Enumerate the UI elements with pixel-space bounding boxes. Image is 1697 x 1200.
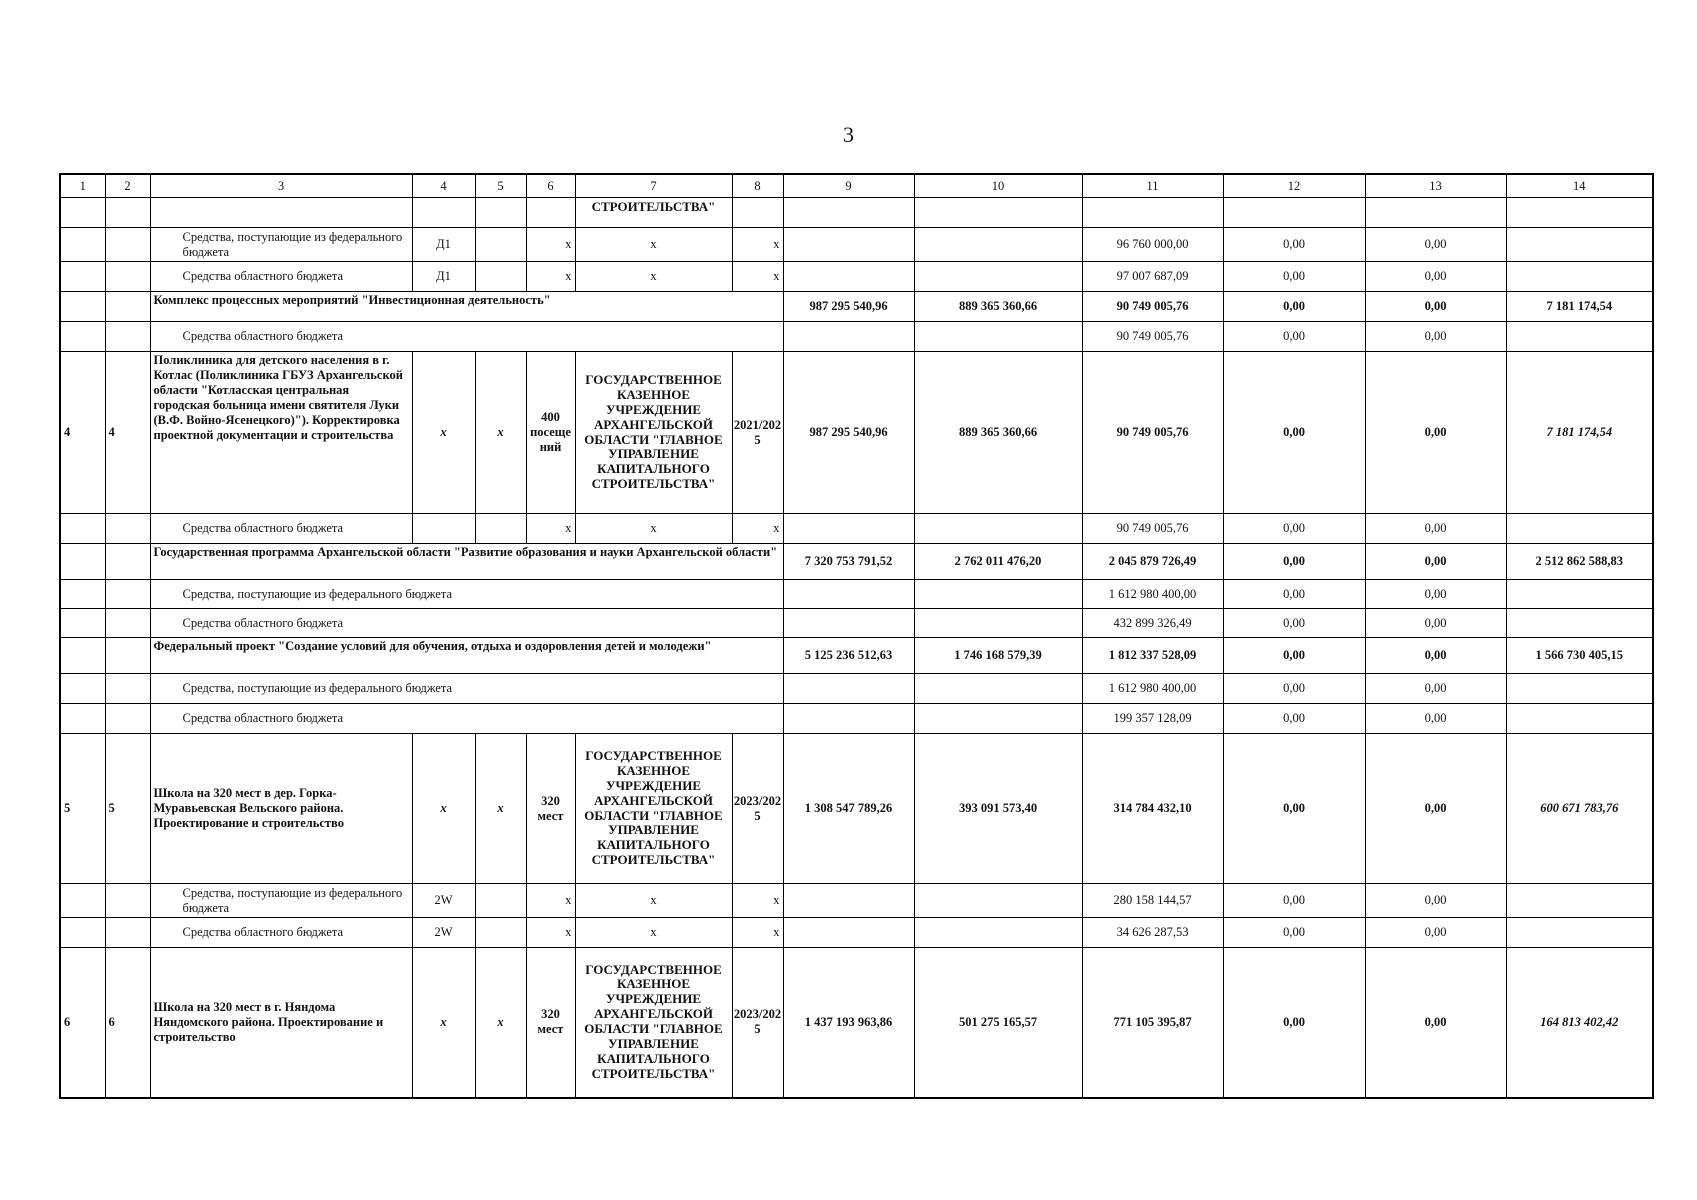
row-number: 5 xyxy=(60,734,105,884)
amount-cell: 2 512 862 588,83 xyxy=(1506,544,1653,580)
x-cell: х xyxy=(526,228,575,262)
amount-cell: 34 626 287,53 xyxy=(1082,918,1223,948)
table-row xyxy=(60,674,1653,704)
amount-cell: 0,00 xyxy=(1223,704,1365,734)
x-cell: х xyxy=(526,918,575,948)
x-cell: х xyxy=(526,514,575,544)
amount-cell: 0,00 xyxy=(1223,322,1365,352)
table-row xyxy=(60,638,1653,674)
amount-cell: 0,00 xyxy=(1223,948,1365,1098)
responsible-org: ГОСУДАРСТВЕННОЕ КАЗЕННОЕ УЧРЕЖДЕНИЕ АРХАНГЕЛЬСКОЙ ОБЛАСТИ "ГЛАВНОЕ УПРАВЛЕНИЕ КАПИТАЛЬНОГО СТРОИТЕЛЬСТВА" xyxy=(575,948,732,1098)
amount-cell: 393 091 573,40 xyxy=(914,734,1082,884)
x-cell: x xyxy=(412,948,475,1098)
section-title: Федеральный проект "Создание условий для обучения, отдыха и оздоровления детей и молодежи" xyxy=(150,638,783,674)
row-number: 6 xyxy=(105,948,150,1098)
funding-source: Средства, поступающие из федерального бюджета xyxy=(150,580,783,609)
col-header: 7 xyxy=(575,174,732,198)
row-number: 4 xyxy=(105,352,150,514)
table-row xyxy=(60,514,1653,544)
amount-cell: 0,00 xyxy=(1223,514,1365,544)
amount-cell: 501 275 165,57 xyxy=(914,948,1082,1098)
x-cell: х xyxy=(732,262,783,292)
amount-cell: 1 612 980 400,00 xyxy=(1082,674,1223,704)
table-row xyxy=(60,352,1653,514)
amount-cell: 987 295 540,96 xyxy=(783,352,914,514)
table-row xyxy=(60,262,1653,292)
col-header: 1 xyxy=(60,174,105,198)
col-header: 6 xyxy=(526,174,575,198)
table-row xyxy=(60,884,1653,918)
amount-cell: 432 899 326,49 xyxy=(1082,609,1223,638)
table-row xyxy=(60,734,1653,884)
period-cell: 2023/2025 xyxy=(732,948,783,1098)
amount-cell: 199 357 128,09 xyxy=(1082,704,1223,734)
amount-cell: 0,00 xyxy=(1223,674,1365,704)
amount-cell: 164 813 402,42 xyxy=(1506,948,1653,1098)
col-header: 5 xyxy=(475,174,526,198)
amount-cell: 0,00 xyxy=(1365,544,1506,580)
amount-cell: 0,00 xyxy=(1365,352,1506,514)
amount-cell: 0,00 xyxy=(1365,228,1506,262)
row-number: 4 xyxy=(60,352,105,514)
row-number: 5 xyxy=(105,734,150,884)
funding-source: Средства, поступающие из федерального бюджета xyxy=(150,228,412,262)
col-header: 12 xyxy=(1223,174,1365,198)
amount-cell: 0,00 xyxy=(1365,322,1506,352)
col-header: 2 xyxy=(105,174,150,198)
table-row xyxy=(60,544,1653,580)
funding-source: Средства областного бюджета xyxy=(150,322,783,352)
amount-cell: 0,00 xyxy=(1223,734,1365,884)
amount-cell: 600 671 783,76 xyxy=(1506,734,1653,884)
table-row xyxy=(60,918,1653,948)
amount-cell: 7 181 174,54 xyxy=(1506,352,1653,514)
amount-cell: 0,00 xyxy=(1223,918,1365,948)
table-row xyxy=(60,704,1653,734)
amount-cell: 97 007 687,09 xyxy=(1082,262,1223,292)
amount-cell: 1 746 168 579,39 xyxy=(914,638,1082,674)
funding-source: Средства областного бюджета xyxy=(150,609,783,638)
amount-cell: 1 308 547 789,26 xyxy=(783,734,914,884)
col-header: 4 xyxy=(412,174,475,198)
amount-cell: 1 812 337 528,09 xyxy=(1082,638,1223,674)
amount-cell: 2 045 879 726,49 xyxy=(1082,544,1223,580)
col-header: 14 xyxy=(1506,174,1653,198)
amount-cell: 1 437 193 963,86 xyxy=(783,948,914,1098)
funding-source: Средства областного бюджета xyxy=(150,918,412,948)
amount-cell: 889 365 360,66 xyxy=(914,292,1082,322)
x-cell: х xyxy=(575,918,732,948)
budget-table xyxy=(59,173,1654,1099)
amount-cell: 0,00 xyxy=(1223,262,1365,292)
amount-cell: 90 749 005,76 xyxy=(1082,292,1223,322)
col-header: 9 xyxy=(783,174,914,198)
amount-cell: 0,00 xyxy=(1365,674,1506,704)
code-cell: 2W xyxy=(412,884,475,918)
x-cell: х xyxy=(732,884,783,918)
object-name: Поликлиника для детского населения в г. Котлас (Поликлиника ГБУЗ Архангельской области "Котласская центральная городская больница имени святителя Луки (В.Ф. Войно-Ясенецкого)"). Корректировка проектной документации и строительства xyxy=(150,352,412,514)
x-cell: х xyxy=(575,228,732,262)
table-row xyxy=(60,609,1653,638)
responsible-org: ГОСУДАРСТВЕННОЕ КАЗЕННОЕ УЧРЕЖДЕНИЕ АРХАНГЕЛЬСКОЙ ОБЛАСТИ "ГЛАВНОЕ УПРАВЛЕНИЕ КАПИТАЛЬНОГО СТРОИТЕЛЬСТВА" xyxy=(575,734,732,884)
amount-cell: 5 125 236 512,63 xyxy=(783,638,914,674)
table-row xyxy=(60,580,1653,609)
x-cell: x xyxy=(475,734,526,884)
amount-cell: 0,00 xyxy=(1223,638,1365,674)
amount-cell: 0,00 xyxy=(1365,734,1506,884)
x-cell: х xyxy=(575,884,732,918)
period-cell: 2023/2025 xyxy=(732,734,783,884)
amount-cell: 771 105 395,87 xyxy=(1082,948,1223,1098)
amount-cell: 280 158 144,57 xyxy=(1082,884,1223,918)
amount-cell: 0,00 xyxy=(1223,292,1365,322)
x-cell: х xyxy=(732,514,783,544)
funding-source: Средства областного бюджета xyxy=(150,704,783,734)
table-row xyxy=(60,948,1653,1098)
amount-cell: 0,00 xyxy=(1365,704,1506,734)
amount-cell: 0,00 xyxy=(1365,918,1506,948)
amount-cell: 0,00 xyxy=(1365,948,1506,1098)
amount-cell: 314 784 432,10 xyxy=(1082,734,1223,884)
amount-cell: 7 320 753 791,52 xyxy=(783,544,914,580)
amount-cell: 0,00 xyxy=(1365,262,1506,292)
amount-cell: 7 181 174,54 xyxy=(1506,292,1653,322)
funding-source: Средства, поступающие из федерального бюджета xyxy=(150,884,412,918)
section-title: Комплекс процессных мероприятий "Инвестиционная деятельность" xyxy=(150,292,783,322)
object-name: Школа на 320 мест в дер. Горка-Муравьевская Вельского района. Проектирование и строительство xyxy=(150,734,412,884)
table-row xyxy=(60,292,1653,322)
x-cell: x xyxy=(412,352,475,514)
amount-cell: 987 295 540,96 xyxy=(783,292,914,322)
page-number: 3 xyxy=(843,122,854,147)
amount-cell: 0,00 xyxy=(1223,228,1365,262)
table-row xyxy=(60,228,1653,262)
period-cell: 2021/2025 xyxy=(732,352,783,514)
x-cell: x xyxy=(475,948,526,1098)
column-header-row xyxy=(60,174,1653,198)
x-cell: х xyxy=(526,884,575,918)
table-row xyxy=(60,322,1653,352)
code-cell: Д1 xyxy=(412,228,475,262)
amount-cell: 90 749 005,76 xyxy=(1082,514,1223,544)
amount-cell: 0,00 xyxy=(1223,580,1365,609)
amount-cell: 0,00 xyxy=(1223,609,1365,638)
table-row xyxy=(60,198,1653,228)
col-header: 3 xyxy=(150,174,412,198)
amount-cell: 2 762 011 476,20 xyxy=(914,544,1082,580)
amount-cell: 0,00 xyxy=(1365,638,1506,674)
funding-source: Средства областного бюджета xyxy=(150,514,412,544)
object-name: Школа на 320 мест в г. Няндома Няндомского района. Проектирование и строительство xyxy=(150,948,412,1098)
capacity-cell: 400 посещений xyxy=(526,352,575,514)
x-cell: x xyxy=(475,352,526,514)
amount-cell: 889 365 360,66 xyxy=(914,352,1082,514)
funding-source: Средства областного бюджета xyxy=(150,262,412,292)
capacity-cell: 320 мест xyxy=(526,734,575,884)
amount-cell: 0,00 xyxy=(1365,514,1506,544)
col-header: 13 xyxy=(1365,174,1506,198)
amount-cell: 1 612 980 400,00 xyxy=(1082,580,1223,609)
responsible-org: ГОСУДАРСТВЕННОЕ КАЗЕННОЕ УЧРЕЖДЕНИЕ АРХАНГЕЛЬСКОЙ ОБЛАСТИ "ГЛАВНОЕ УПРАВЛЕНИЕ КАПИТАЛЬНОГО СТРОИТЕЛЬСТВА" xyxy=(575,352,732,514)
col-header: 11 xyxy=(1082,174,1223,198)
section-title: Государственная программа Архангельской области "Развитие образования и науки Архангельской области" xyxy=(150,544,783,580)
amount-cell: 0,00 xyxy=(1365,292,1506,322)
row-number: 6 xyxy=(60,948,105,1098)
col-header: 10 xyxy=(914,174,1082,198)
amount-cell: 1 566 730 405,15 xyxy=(1506,638,1653,674)
capacity-cell: 320 мест xyxy=(526,948,575,1098)
amount-cell: 0,00 xyxy=(1223,884,1365,918)
amount-cell: 96 760 000,00 xyxy=(1082,228,1223,262)
amount-cell: 0,00 xyxy=(1365,884,1506,918)
x-cell: х xyxy=(526,262,575,292)
x-cell: х xyxy=(732,918,783,948)
amount-cell: 90 749 005,76 xyxy=(1082,352,1223,514)
x-cell: х xyxy=(575,514,732,544)
code-cell: Д1 xyxy=(412,262,475,292)
amount-cell: 0,00 xyxy=(1223,544,1365,580)
x-cell: х xyxy=(575,262,732,292)
amount-cell: 0,00 xyxy=(1365,609,1506,638)
code-cell: 2W xyxy=(412,918,475,948)
x-cell: х xyxy=(732,228,783,262)
amount-cell: 90 749 005,76 xyxy=(1082,322,1223,352)
amount-cell: 0,00 xyxy=(1365,580,1506,609)
col-header: 8 xyxy=(732,174,783,198)
funding-source: Средства, поступающие из федерального бюджета xyxy=(150,674,783,704)
amount-cell: 0,00 xyxy=(1223,352,1365,514)
x-cell: x xyxy=(412,734,475,884)
responsible-org: СТРОИТЕЛЬСТВА" xyxy=(575,198,732,228)
